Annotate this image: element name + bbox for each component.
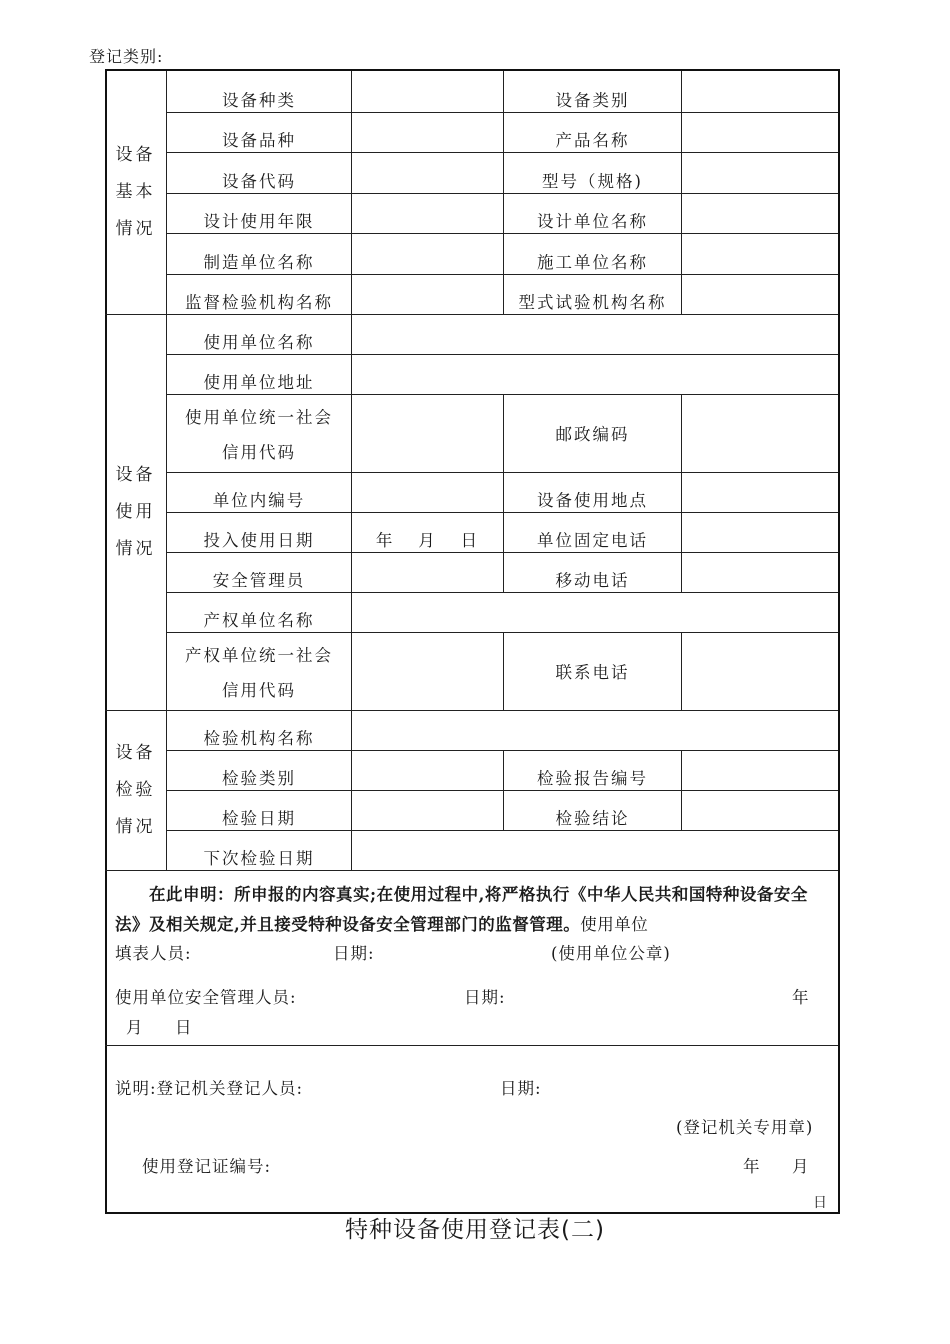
declaration-day: 日: [175, 1018, 193, 1037]
section-inspection-info: [105, 710, 166, 870]
label-use-location: 设备使用地点: [503, 472, 681, 512]
label-supervision-org-name: 监督检验机构名称: [166, 274, 351, 314]
label-safety-manager: 安全管理员: [166, 552, 351, 592]
filler-label: 填表人员:: [115, 944, 192, 963]
label-internal-number: 单位内编号: [166, 472, 351, 512]
registry-cert-number-label: 使用登记证编号:: [142, 1157, 272, 1176]
form-title: 特种设备使用登记表(二): [345, 1217, 605, 1243]
section-inspection-line2: 检验: [115, 779, 156, 800]
section-usage-line3: 情况: [115, 538, 156, 559]
field-design-service-life[interactable]: [351, 193, 503, 233]
label-inspection-org: 检验机构名称: [166, 710, 351, 750]
field-design-unit-name[interactable]: [681, 193, 838, 233]
label-user-unit-address: 使用单位地址: [166, 354, 351, 394]
field-internal-number[interactable]: [351, 472, 503, 512]
registration-category-label: 登记类别:: [89, 47, 164, 66]
registry-day: 日: [813, 1195, 828, 1211]
field-contact-phone[interactable]: [681, 632, 838, 710]
label-user-credit-code: [166, 394, 351, 472]
label-design-unit-name: 设计单位名称: [503, 193, 681, 233]
field-product-name[interactable]: [681, 112, 838, 152]
label-construction-unit-name: 施工单位名称: [503, 233, 681, 274]
section-basic-info: [105, 71, 166, 314]
field-owner-credit-code[interactable]: [351, 632, 503, 710]
section-usage-info: [105, 314, 166, 710]
divider-registry: [105, 1045, 838, 1046]
registry-year: 年: [743, 1157, 761, 1176]
field-owner-unit-name[interactable]: [351, 592, 838, 632]
divider-declaration: [105, 870, 838, 871]
field-model-spec[interactable]: [681, 152, 838, 193]
section-basic-line2: 基本: [115, 182, 156, 202]
registry-month: 月: [792, 1157, 810, 1176]
label-fixed-phone: 单位固定电话: [503, 512, 681, 552]
registry-date-label: 日期:: [500, 1079, 542, 1098]
declaration-month: 月: [126, 1018, 144, 1037]
label-next-inspection-date: 下次检验日期: [166, 830, 351, 870]
section-basic-line1: 设备: [115, 145, 156, 165]
declaration-bold-text: 在此申明：所申报的内容真实;在使用过程中,将严格执行《中华人民共和国特种设备安全法》及相关规定,并且接受特种设备安全管理部门的监督管理。: [115, 885, 808, 934]
label-equipment-code: 设备代码: [166, 152, 351, 193]
label-equipment-variety: 设备品种: [166, 112, 351, 152]
label-manufacturer-name: 制造单位名称: [166, 233, 351, 274]
label-start-use-date: 投入使用日期: [166, 512, 351, 552]
label-inspection-date: 检验日期: [166, 790, 351, 830]
field-start-use-date[interactable]: [351, 512, 503, 552]
field-user-credit-code[interactable]: [351, 394, 503, 472]
field-inspection-date[interactable]: [351, 790, 503, 830]
label-inspection-type: 检验类别: [166, 750, 351, 790]
filler-date-label: 日期:: [333, 944, 375, 963]
field-inspection-type[interactable]: [351, 750, 503, 790]
label-equipment-category: 设备类别: [503, 71, 681, 112]
field-inspection-report-no[interactable]: [681, 750, 838, 790]
label-mobile-phone: 移动电话: [503, 552, 681, 592]
date-day-label: 日: [460, 531, 480, 550]
field-inspection-org[interactable]: [351, 710, 838, 750]
label-design-service-life: 设计使用年限: [166, 193, 351, 233]
section-inspection-line1: 设备: [115, 742, 156, 763]
field-mobile-phone[interactable]: [681, 552, 838, 592]
label-inspection-conclusion: 检验结论: [503, 790, 681, 830]
label-owner-credit-code-line1: 产权单位统一社会: [185, 646, 333, 666]
registry-seal: (登记机关专用章): [676, 1118, 814, 1137]
field-equipment-kind[interactable]: [351, 71, 503, 112]
field-manufacturer-name[interactable]: [351, 233, 503, 274]
field-fixed-phone[interactable]: [681, 512, 838, 552]
label-owner-credit-code-line2: 信用代码: [222, 680, 296, 700]
label-owner-credit-code: [166, 632, 351, 710]
field-safety-manager[interactable]: [351, 552, 503, 592]
label-type-test-org-name: 型式试验机构名称: [503, 274, 681, 314]
user-unit-seal: (使用单位公章): [551, 944, 671, 963]
declaration-paragraph: [115, 880, 833, 940]
field-use-location[interactable]: [681, 472, 838, 512]
section-usage-line1: 设备: [115, 464, 156, 485]
section-usage-line2: 使用: [115, 501, 156, 522]
declaration-tail-text: 使用单位: [580, 915, 649, 934]
label-product-name: 产品名称: [503, 112, 681, 152]
label-user-credit-code-line1: 使用单位统一社会: [185, 408, 333, 428]
label-user-unit-name: 使用单位名称: [166, 314, 351, 354]
field-supervision-org-name[interactable]: [351, 274, 503, 314]
date-month-label: 月: [418, 531, 437, 550]
label-postal-code: 邮政编码: [503, 394, 681, 472]
field-user-unit-address[interactable]: [351, 354, 838, 394]
label-equipment-kind: 设备种类: [166, 71, 351, 112]
label-contact-phone: 联系电话: [503, 632, 681, 710]
registry-clerk-label: 说明:登记机关登记人员:: [115, 1079, 304, 1098]
field-equipment-category[interactable]: [681, 71, 838, 112]
declaration-year: 年: [792, 988, 810, 1007]
section-basic-line3: 情况: [115, 219, 156, 239]
field-next-inspection-date[interactable]: [351, 830, 838, 870]
field-construction-unit-name[interactable]: [681, 233, 838, 274]
label-inspection-report-no: 检验报告编号: [503, 750, 681, 790]
safety-manager-date-label: 日期:: [464, 988, 506, 1007]
field-user-unit-name[interactable]: [351, 314, 838, 354]
section-inspection-line3: 情况: [115, 816, 156, 837]
field-equipment-variety[interactable]: [351, 112, 503, 152]
label-owner-unit-name: 产权单位名称: [166, 592, 351, 632]
label-user-credit-code-line2: 信用代码: [222, 442, 296, 462]
field-equipment-code[interactable]: [351, 152, 503, 193]
safety-manager-sign-label: 使用单位安全管理人员:: [115, 988, 297, 1007]
label-model-spec: 型号（规格): [503, 152, 681, 193]
field-inspection-conclusion[interactable]: [681, 790, 838, 830]
field-postal-code[interactable]: [681, 394, 838, 472]
field-type-test-org-name[interactable]: [681, 274, 838, 314]
date-year-label: 年: [375, 531, 395, 550]
